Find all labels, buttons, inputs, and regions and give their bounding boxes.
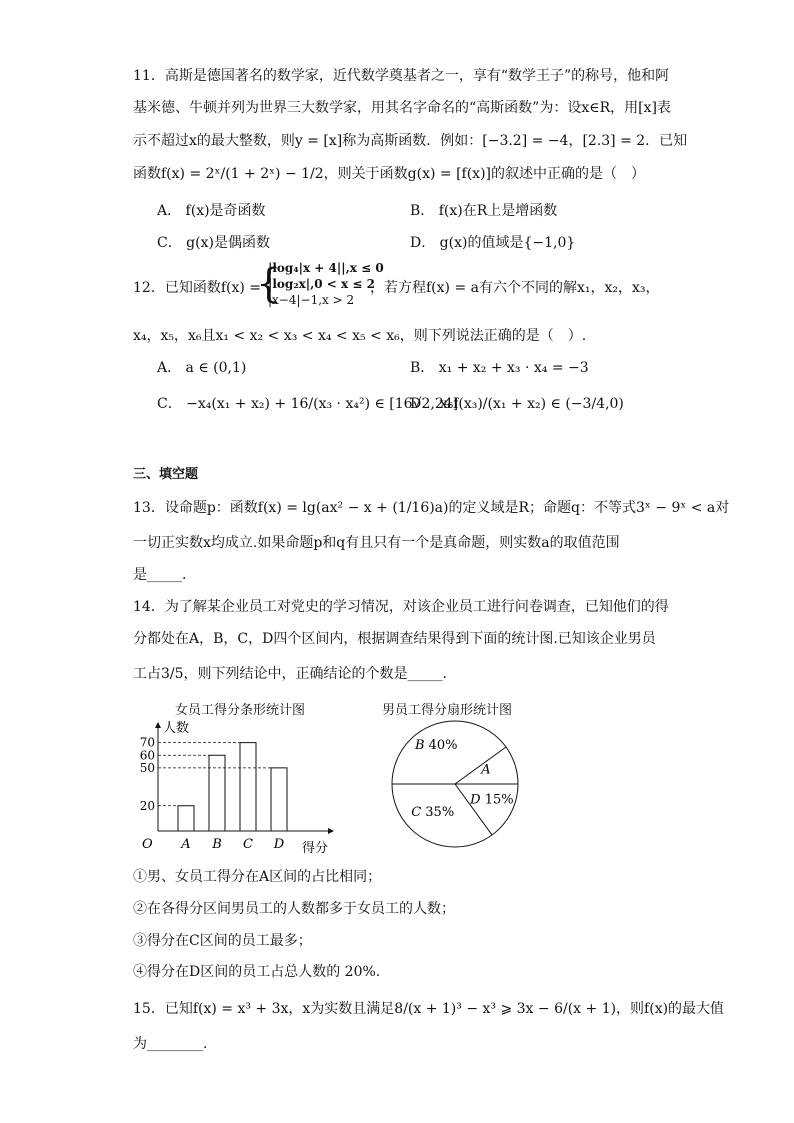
x-tick-label: A: [181, 837, 191, 852]
q11-option-a: A． f(x)是奇函数: [157, 203, 266, 219]
q11-line-3: 示不超过x的最大整数，则y = [x]称为高斯函数．例如：[−3.2] = −4，[2.3] = 2．已知: [133, 133, 688, 149]
y-axis-label: 人数: [163, 721, 190, 736]
q12-option-a: A． a ∈ (0,1): [157, 360, 247, 376]
q11-option-b: B． f(x)在R上是增函数: [410, 203, 558, 219]
bar-B: [209, 755, 225, 831]
q12-piecewise-brace: {: [256, 261, 282, 307]
q12-option-c: C． −x₄(x₁ + x₂) + 16/(x₃ · x₄²) ∈ [16√2,24]: [157, 396, 459, 412]
bar-chart: [130, 718, 360, 858]
y-tick-label: 50: [139, 760, 155, 775]
x-tick-label: D: [273, 837, 285, 852]
q12-option-d: D． x₆f(x₃)/(x₁ + x₂) ∈ (−3/4,0): [410, 396, 624, 412]
pie-divider: [455, 784, 492, 835]
pie-slice-label-B: B 40%: [414, 738, 458, 754]
pie-slice-label-A: A: [481, 762, 491, 778]
q12-prefix: 12．已知函数f(x) =: [133, 280, 261, 296]
q12-case-2: |log₂x|,0 < x ≤ 2: [268, 277, 375, 291]
q14-statement-2: ②在各得分区间男员工的人数都多于女员工的人数；: [133, 901, 455, 917]
q14-statement-3: ③得分在C区间的员工最多；: [133, 933, 312, 949]
q11-line-4: 函数f(x) = 2ˣ/(1 + 2ˣ) − 1/2，则关于函数g(x) = [f(x)]的叙述中正确的是（ ）: [133, 166, 645, 182]
y-tick-label: 70: [139, 735, 155, 750]
q12-option-b: B． x₁ + x₂ + x₃ · x₄ = −3: [410, 360, 589, 376]
x-axis-arrow: [328, 828, 334, 834]
bar-A: [178, 806, 194, 831]
pie-chart: [385, 718, 525, 853]
q12-suffix: ，若方程f(x) = a有六个不同的解x₁，x₂，x₃，: [370, 280, 660, 296]
q14-statement-4: ④得分在D区间的员工占总人数的 20%.: [133, 964, 381, 980]
q12-line-2: x₄，x₅，x₆且x₁ < x₂ < x₃ < x₄ < x₅ < x₆，则下列说法正确的是（ ）.: [133, 328, 587, 344]
q15-line-2: 为________.: [133, 1036, 208, 1052]
section-heading: 三、填空题: [133, 467, 199, 482]
x-axis-label: 得分: [302, 841, 329, 856]
q13-line-3: 是_____.: [133, 567, 187, 583]
bar-chart-title: 女员工得分条形统计图: [175, 703, 306, 718]
x-tick-label: B: [212, 837, 222, 852]
q14-line-1: 14．为了解某企业员工对党史的学习情况，对该企业员工进行问卷调查，已知他们的得: [133, 599, 669, 615]
y-tick-label: 20: [139, 798, 155, 813]
q15-line-1: 15．已知f(x) = x³ + 3x，x为实数且满足8/(x + 1)³ − x³ ⩾ 3x − 6/(x + 1)，则f(x)的最大值: [133, 1001, 725, 1017]
pie-slice-label-D: D 15%: [470, 792, 514, 808]
q11-option-c: C． g(x)是偶函数: [157, 235, 270, 251]
pie-slice-label-C: C 35%: [411, 805, 455, 821]
origin-label: O: [142, 837, 153, 852]
q12-case-3: |x−4|−1,x > 2: [268, 293, 355, 307]
q12-case-1: |log₄|x + 4||,x ≤ 0: [268, 261, 384, 275]
y-axis-arrow: [155, 722, 161, 728]
q11-option-d: D． g(x)的值域是{−1,0}: [410, 235, 576, 251]
q11-line-2: 基米德、牛顿并列为世界三大数学家，用其名字命名的“高斯函数”为：设x∈R，用[x]表: [133, 100, 671, 116]
q13-line-1: 13．设命题p：函数f(x) = lg(ax² − x + (1/16)a)的定义域是R；命题q：不等式3ˣ − 9ˣ < a对: [133, 500, 730, 516]
q13-line-2: 一切正实数x均成立.如果命题p和q有且只有一个是真命题，则实数a的取值范围: [133, 535, 620, 551]
bar-D: [271, 768, 287, 831]
q11-line-1: 11．高斯是德国著名的数学家，近代数学奠基者之一，享有“数学王子”的称号，他和阿: [133, 68, 670, 84]
q14-statement-1: ①男、女员工得分在A区间的占比相同；: [133, 869, 382, 885]
bar-C: [240, 743, 256, 831]
q14-line-3: 工占3/5，则下列结论中，正确结论的个数是_____.: [133, 666, 447, 682]
x-tick-label: C: [243, 837, 253, 852]
q14-line-2: 分都处在A，B，C，D四个区间内，根据调查结果得到下面的统计图.已知该企业男员: [133, 631, 656, 647]
y-tick-label: 60: [139, 748, 155, 763]
pie-chart-title: 男员工得分扇形统计图: [382, 703, 513, 718]
